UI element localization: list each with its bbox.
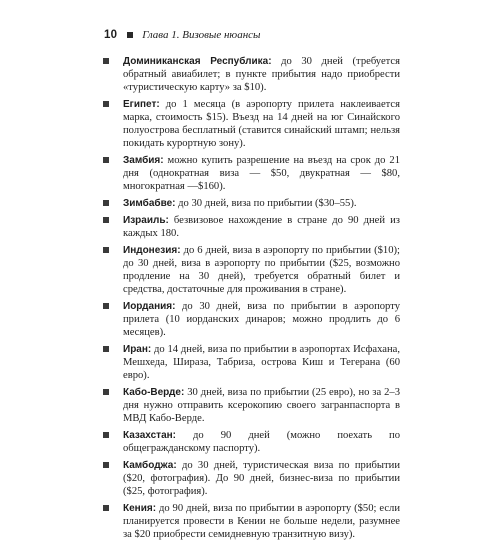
entry-text: можно купить разрешение на въезд на срок до 21 дня (однократная виза — $50, двукратная — $80, многократная —$160). xyxy=(123,155,400,193)
country-name: Египет: xyxy=(123,99,160,111)
country-name: Доминиканская Республика: xyxy=(123,56,272,67)
list-item xyxy=(103,300,400,339)
entry-text: до 90 дней, виза по прибытии в аэропорту ($50; если планируется провести в Кении не больше недели, разумнее за $20 приобрести семидневную транзитную визу). xyxy=(123,503,400,541)
square-bullet-icon xyxy=(103,432,109,438)
country-name: Камбоджа: xyxy=(123,460,177,472)
country-name: Зимбабве: xyxy=(123,198,176,210)
country-name: Кабо-Верде: xyxy=(123,387,185,399)
entry-text: до 6 дней, виза в аэропорту по прибытии ($10); до 30 дней, виза в аэропорту по прибытии ($25, возможно продление на 30 дней), требуется обратный билет и средства, достаточные для проживания в стране). xyxy=(123,245,400,296)
square-bullet-icon xyxy=(103,217,109,223)
square-bullet-icon xyxy=(103,346,109,352)
entry-text: до 1 месяца (в аэропорту прилета наклеивается марка, стоимость $15). Въезд на 14 дней на юг Синайского полуострова бесплатный (ставится синайский штамп; нельзя покидать курортную зону). xyxy=(123,99,400,150)
country-name: Индонезия: xyxy=(123,245,181,257)
entry-text: до 30 дней (требуется обратный авиабилет; в пункте прибытия надо приобрести «туристическую карту» за $10). xyxy=(123,56,400,94)
country-name: Иран: xyxy=(123,344,152,356)
list-item xyxy=(103,429,400,455)
country-name: Иордания: xyxy=(123,301,176,313)
entry-text: 30 дней, виза по прибытии (25 евро), но за 2–3 дня нужно отправить ксерокопию своего загранпаспорта в МВД Кабо-Верде. xyxy=(123,387,400,425)
square-bullet-icon xyxy=(103,505,109,511)
running-head xyxy=(104,27,260,43)
square-bullet-icon xyxy=(103,462,109,468)
list-item xyxy=(103,214,400,240)
entry-text: до 14 дней, виза по прибытии в аэропортах Исфахана, Мешхеда, Шираза, Табриза, острова Киш и Тегерана (60 евро). xyxy=(123,344,400,382)
country-name: Кения: xyxy=(123,503,157,515)
list-item xyxy=(103,197,400,210)
square-bullet-icon xyxy=(103,58,109,64)
square-bullet-icon xyxy=(103,157,109,163)
square-bullet-icon xyxy=(103,101,109,107)
square-bullet-icon xyxy=(103,303,109,309)
country-name: Замбия: xyxy=(123,155,164,167)
list-item xyxy=(103,343,400,382)
square-bullet-icon xyxy=(103,247,109,253)
list-item xyxy=(103,98,400,150)
country-name: Израиль: xyxy=(123,215,169,227)
entry-text: до 30 дней, виза по прибытии ($30–55). xyxy=(175,198,357,210)
list-item xyxy=(103,55,400,94)
entry-text: до 90 дней (можно поехать по общегражданскому паспорту). xyxy=(123,430,400,455)
list-item xyxy=(103,502,400,541)
entry-text: безвизовое нахождение в стране до 90 дней из каждых 180. xyxy=(123,215,400,240)
list-item xyxy=(103,154,400,193)
list-item xyxy=(103,459,400,498)
list-item xyxy=(103,244,400,296)
square-bullet-icon xyxy=(127,32,133,38)
entry-text: до 30 дней, туристическая виза по прибытии ($20, фотография). До 90 дней, бизнес-виза по прибытии ($25, фотография). xyxy=(123,460,400,498)
page-number: 10 xyxy=(104,29,118,41)
entry-text: до 30 дней, виза по прибытии в аэропорту прилета (10 иорданских динаров; можно продлить до 6 месяцев). xyxy=(123,301,400,339)
square-bullet-icon xyxy=(103,200,109,206)
country-name: Казахстан: xyxy=(123,430,177,442)
visa-list xyxy=(103,55,400,545)
chapter-title: Глава 1. Визовые нюансы xyxy=(142,29,261,41)
square-bullet-icon xyxy=(103,389,109,395)
list-item xyxy=(103,386,400,425)
